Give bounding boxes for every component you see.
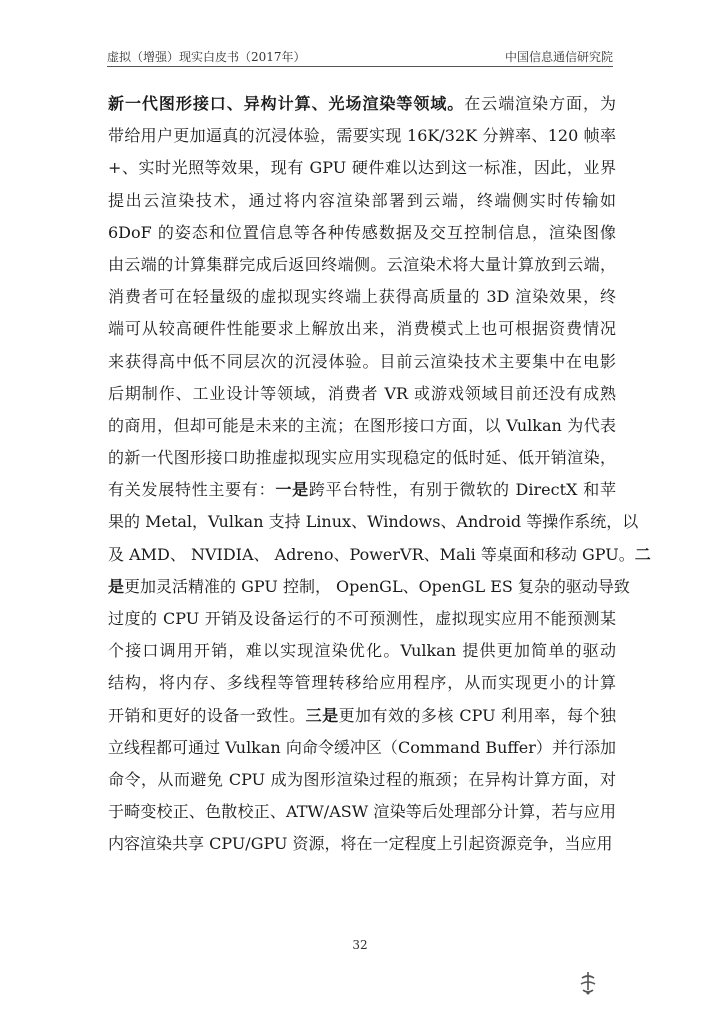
text-line xyxy=(108,474,616,506)
text-run: 于畸变校正、色散校正、ATW/ASW 渲染等后处理部分计算，若与应用 xyxy=(108,802,616,822)
text-line xyxy=(108,120,616,152)
text-run: 提出云渲染技术，通过将内容渲染部署到云端，终端侧实时传输如 xyxy=(108,190,616,210)
text-line xyxy=(108,378,616,410)
text-line xyxy=(108,828,616,860)
text-line xyxy=(108,700,616,732)
text-line xyxy=(108,217,616,249)
text-run: 端可从较高硬件性能要求上解放出来，消费模式上也可根据资费情况 xyxy=(108,319,616,339)
text-run: 由云端的计算集群完成后返回终端侧。云渲染术将大量计算放到云端， xyxy=(108,254,616,274)
text-line xyxy=(108,88,616,120)
header-organization: 中国信息通信研究院 xyxy=(504,50,613,64)
text-run: 个接口调用开销，难以实现渲染优化。Vulkan 提供更加简单的驱动 xyxy=(108,641,616,661)
text-line xyxy=(108,152,616,184)
text-line xyxy=(108,732,616,764)
bold-text-run: 是 xyxy=(108,576,125,596)
text-run: +、实时光照等效果，现有 GPU 硬件难以达到这一标准，因此，业界 xyxy=(108,158,616,178)
text-run: 跨平台特性，有别于微软的 DirectX 和苹 xyxy=(308,480,616,500)
text-line xyxy=(108,635,616,667)
text-run: 带给用户更加逼真的沉浸体验，需要实现 16K/32K 分辨率、120 帧率 xyxy=(108,126,616,146)
text-line xyxy=(108,796,616,828)
header-document-title: 虚拟（增强）现实白皮书（2017年） xyxy=(107,50,306,64)
text-line xyxy=(108,603,616,635)
text-line xyxy=(108,539,651,571)
text-line xyxy=(108,506,639,538)
text-run: 更加有效的多核 CPU 利用率，每个独 xyxy=(338,705,616,725)
text-line xyxy=(108,185,616,217)
text-run: 的商用，但却可能是未来的主流；在图形接口方面，以 Vulkan 为代表 xyxy=(108,415,616,435)
body-paragraph xyxy=(108,88,651,861)
text-line xyxy=(108,249,616,281)
page-number: 32 xyxy=(352,938,368,952)
text-run: 在云端渲染方面，为 xyxy=(464,94,616,113)
text-run: 内容渲染共享 CPU/GPU 资源，将在一定程度上引起资源竞争，当应用 xyxy=(108,834,613,854)
text-run: 有关发展特性主要有： xyxy=(108,480,276,500)
bold-text-run: 新一代图形接口、异构计算、光场渲染等领域。 xyxy=(108,94,465,113)
bold-text-run: 二 xyxy=(634,544,651,564)
header-divider xyxy=(107,66,613,67)
text-run: 后期制作、工业设计等领域，消费者 VR 或游戏领域目前还没有成熟 xyxy=(108,383,616,403)
text-line xyxy=(108,281,616,313)
scan-mark-icon xyxy=(578,970,598,996)
text-line xyxy=(108,346,616,378)
text-run: 过度的 CPU 开销及设备运行的不可预测性，虚拟现实应用不能预测某 xyxy=(108,609,616,628)
text-run: 命令，从而避免 CPU 成为图形渲染过程的瓶颈；在异构计算方面，对 xyxy=(108,769,616,789)
text-line xyxy=(108,667,616,699)
text-line xyxy=(108,410,616,442)
bold-text-run: 三是 xyxy=(305,705,339,725)
text-line xyxy=(108,442,616,474)
text-run: 更加灵活精准的 GPU 控制， OpenGL、OpenGL ES 复杂的驱动导致 xyxy=(124,576,630,596)
text-run: 及 AMD、 NVIDIA、 Adreno、PowerVR、Mali 等桌面和移动 GPU。 xyxy=(108,544,635,564)
text-line xyxy=(108,571,630,603)
text-run: 的新一代图形接口助推虚拟现实应用实现稳定的低时延、低开销渲染， xyxy=(108,448,616,468)
text-run: 6DoF 的姿态和位置信息等各种传感数据及交互控制信息，渲染图像 xyxy=(108,222,616,242)
text-run: 消费者可在轻量级的虚拟现实终端上获得高质量的 3D 渲染效果，终 xyxy=(108,287,616,307)
text-run: 开销和更好的设备一致性。 xyxy=(108,705,306,725)
text-run: 果的 Metal，Vulkan 支持 Linux、Windows、Android 等操作系统，以 xyxy=(108,512,639,532)
running-header xyxy=(107,46,613,66)
text-line xyxy=(108,313,616,345)
text-run: 结构，将内存、多线程等管理转移给应用程序，从而实现更小的计算 xyxy=(108,673,616,693)
text-run: 立线程都可通过 Vulkan 向命令缓冲区（Command Buffer）并行添加 xyxy=(108,737,616,757)
text-run: 来获得高中低不同层次的沉浸体验。目前云渲染技术主要集中在电影 xyxy=(108,351,616,371)
bold-text-run: 一是 xyxy=(275,480,309,500)
text-line xyxy=(108,764,616,796)
